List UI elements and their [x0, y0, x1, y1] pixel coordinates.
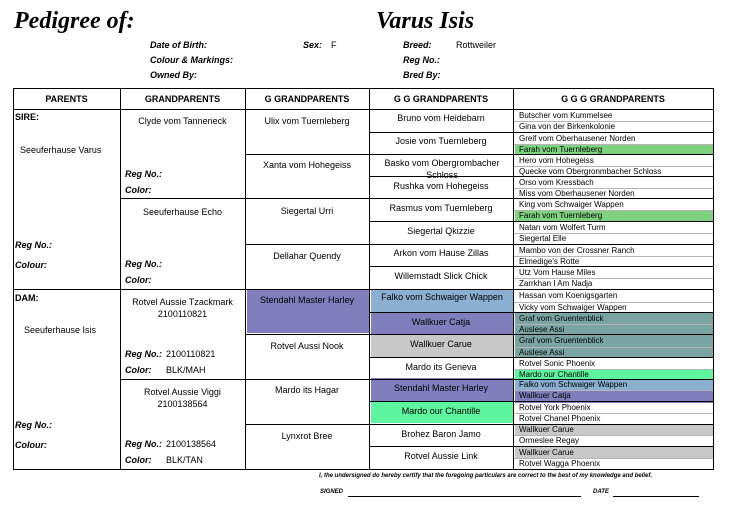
sire-label: SIRE:	[15, 112, 40, 122]
ggg-grandparent: Miss vom Oberhausener Norden	[519, 189, 635, 198]
gp-2-color-label: Color:	[125, 275, 152, 285]
ggg-grandparent: Wallkuer Carue	[519, 448, 574, 457]
header-grandparents: GRANDPARENTS	[144, 94, 221, 104]
gp-4-color-label: Color:	[125, 455, 152, 465]
gggp-8: Willemstadt Slick Chick	[394, 271, 488, 281]
gp-1-color-label: Color:	[125, 185, 152, 195]
gggp-14: Mardo our Chantille	[401, 406, 481, 416]
gggp-9: Falko vom Schwaiger Wappen	[381, 292, 503, 302]
gp-1-name: Clyde vom Tanneneck	[138, 116, 227, 126]
ggg-grandparent: Natan vom Wolfert Turm	[519, 223, 606, 232]
breed-value: Rottweiler	[456, 40, 497, 50]
gggp-7: Arkon vom Hause Zillas	[393, 248, 489, 258]
signed-label: SIGNED	[320, 489, 344, 495]
gp-4-name: Rotvel Aussie Viggi 2100138564	[144, 387, 221, 409]
ggg-grandparent: Orso vom Kressbach	[519, 178, 594, 187]
header-g-grandparents: G GRANDPARENTS	[264, 94, 350, 104]
dog-name-title: Varus Isis	[376, 8, 475, 34]
header-parents: PARENTS	[45, 94, 88, 104]
ggg-grandparent: Siegertal Elle	[519, 234, 567, 243]
dam-colour-label: Colour:	[15, 440, 47, 450]
sex-label: Sex:	[303, 40, 323, 50]
dam-name: Seeuferhause Isis	[24, 325, 97, 335]
gp-3-color-label: Color:	[125, 365, 152, 375]
gp-3-name: Rotvel Aussie Tzackmark 2100110821	[132, 297, 233, 319]
gggp-13: Stendahl Master Harley	[393, 383, 489, 393]
ggp-2: Xanta vom Hohegeiss	[262, 160, 352, 170]
ggg-grandparent: Rotvel Sonic Phoenix	[519, 359, 596, 368]
dam-reg-no-label: Reg No.:	[15, 420, 52, 430]
gp-4-reg-value: 2100138564	[166, 439, 217, 449]
ggg-grandparent: Elmedige's Rotte	[519, 257, 580, 266]
gggp-11: Wallkuer Carue	[410, 339, 472, 349]
gggp-5: Rasmus vom Tuernleberg	[389, 203, 493, 213]
ggg-grandparent: Wallkuer Carue	[519, 425, 574, 434]
dam-label: DAM:	[15, 293, 39, 303]
gp-2-reg-label: Reg No.:	[125, 259, 162, 269]
sex-value: F	[331, 40, 337, 50]
gggp-1: Bruno vom Heidebarn	[397, 113, 485, 123]
gggp-4: Rushka vom Hohegeiss	[393, 181, 489, 191]
ggg-grandparent: Vicky vom Schwaiger Wappen	[519, 302, 627, 312]
pedigree-title-label: Pedigree of:	[14, 8, 135, 34]
gp-3-reg-value: 2100110821	[166, 349, 216, 359]
ggg-grandparent: Graf vom Gruentenblick	[519, 336, 604, 345]
ggg-grandparent: Rotvel Chanel Phoenix	[519, 414, 601, 423]
header-gg-grandparents: G G GRANDPARENTS	[393, 94, 489, 104]
gggp-10: Wallkuer Catja	[411, 317, 471, 327]
gggp-2: Josie vom Tuernleberg	[395, 136, 487, 146]
ggg-grandparent: Ormeslee Regay	[519, 436, 580, 445]
date-label: DATE	[593, 489, 609, 495]
ggg-grandparent: Wallkuer Catja	[519, 391, 571, 400]
gp-3-color-value: BLK/MAH	[166, 365, 206, 375]
date-line[interactable]	[613, 496, 699, 497]
header-ggg-grandparents: G G G GRANDPARENTS	[561, 94, 665, 104]
colour-markings-label: Colour & Markings:	[150, 55, 234, 65]
ggp-8: Lynxrot Bree	[281, 431, 333, 441]
owned-by-label: Owned By:	[150, 70, 198, 80]
ggg-grandparent: Gina von der Birkenkolonie	[519, 122, 616, 131]
gggp-12: Mardo its Geneva	[405, 362, 477, 372]
sire-reg-no-label: Reg No.:	[15, 240, 52, 250]
breed-label: Breed:	[403, 40, 432, 50]
ggg-grandparent: Zarrkhan I Am Nadja	[519, 279, 593, 288]
ggg-grandparent: Hassan vom Koenigsgarten	[519, 291, 618, 300]
gggp-3: Basko vom Obergrombacher Schloss	[384, 158, 500, 180]
ggg-grandparent: Graf vom Gruentenblick	[519, 314, 604, 323]
dob-label: Date of Birth:	[150, 40, 207, 50]
gp-1-reg-label: Reg No.:	[125, 169, 162, 179]
gggp-15: Brohez Baron Jamo	[401, 429, 481, 439]
ggg-grandparent: King vom Schwaiger Wappen	[519, 200, 624, 209]
gp-4-reg-label: Reg No.:	[125, 439, 162, 449]
ggg-grandparent: Farah vom Tuernleberg	[519, 145, 603, 154]
ggp-5: Stendahl Master Harley	[259, 295, 355, 305]
ggg-grandparent: Falko vom Schwaiger Wappen	[519, 380, 628, 389]
certification-text: I, the undersigned do hereby certify that the foregoing particulars are correct to the best of my knowledge and belief.	[319, 473, 653, 479]
sire-name: Seeuferhause Varus	[20, 145, 102, 155]
ggg-grandparent: Rotvel York Phoenix	[519, 403, 591, 412]
ggg-grandparent: Rotvel Wagga Phoenix	[519, 459, 601, 468]
ggg-grandparent: Farah vom Tuernleberg	[519, 211, 603, 220]
ggp-1: Ulix vom Tuernleberg	[264, 116, 350, 126]
sire-colour-label: Colour:	[15, 260, 47, 270]
reg-no-label: Reg No.:	[403, 55, 440, 65]
gp-2-name: Seeuferhause Echo	[142, 207, 223, 217]
bred-by-label: Bred By:	[403, 70, 441, 80]
gp-4-color-value: BLK/TAN	[166, 455, 203, 465]
ggg-grandparent: Quecke vom Obergronmbacher Schloss	[519, 167, 662, 176]
ggp-6: Rotvel Aussi Nook	[270, 341, 344, 351]
gggp-6: Siegertal Qkizzie	[407, 226, 475, 236]
gggp-16: Rotvel Aussie Link	[404, 451, 478, 461]
ggg-grandparent: Greif vom Oberhausener Norden	[519, 134, 636, 143]
ggg-grandparent: Mambo von der Crossner Ranch	[519, 246, 635, 255]
ggg-grandparent: Hero vom Hohegeiss	[519, 156, 594, 165]
ggg-grandparent: Utz Vom Hause Miles	[519, 268, 596, 277]
ggg-grandparent: Auslese Assi	[519, 347, 565, 357]
ggg-grandparent: Butscher vom Kummelsee	[519, 111, 613, 120]
gp-3-reg-label: Reg No.:	[125, 349, 162, 359]
signed-line[interactable]	[348, 496, 581, 497]
ggg-grandparent: Mardo our Chantille	[519, 369, 589, 379]
ggp-7: Mardo its Hagar	[274, 385, 340, 395]
ggp-3: Siegertal Urri	[280, 206, 334, 216]
ggp-4: Dellahar Quendy	[273, 251, 341, 261]
ggg-grandparent: Auslese Assi	[519, 325, 565, 334]
